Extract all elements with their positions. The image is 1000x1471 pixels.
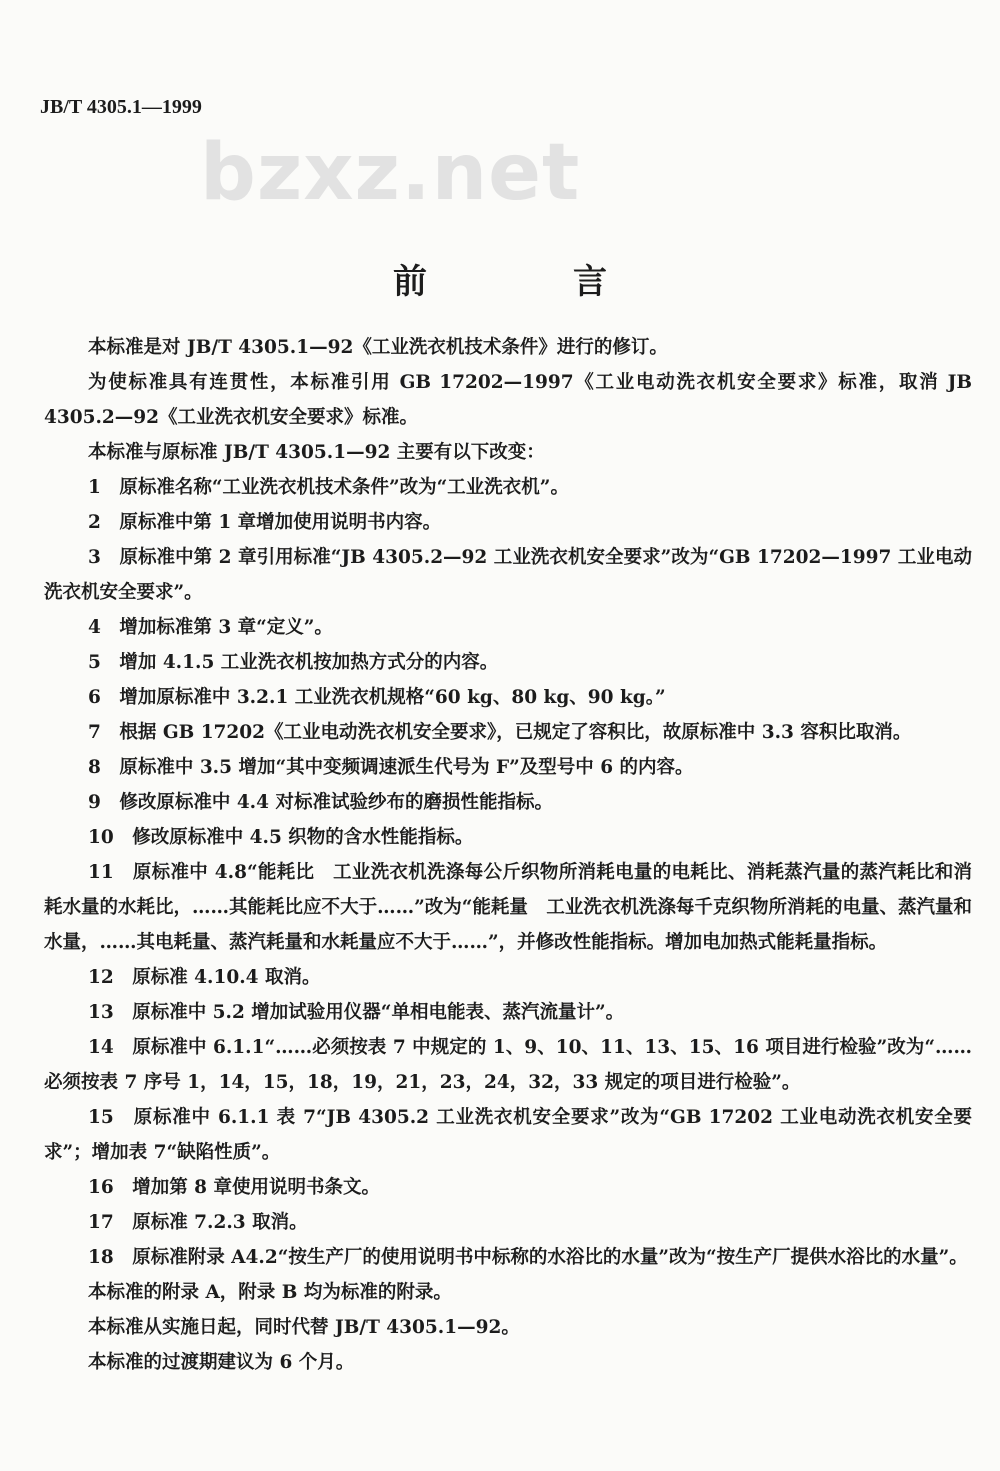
- paragraph: 为使标准具有连贯性，本标准引用 GB 17202—1997《工业电动洗衣机安全要求》标准，取消 JB 4305.2—92《工业洗衣机安全要求》标准。: [44, 372, 972, 428]
- paragraph: 本标准与原标准 JB/T 4305.1—92 主要有以下改变：: [88, 442, 545, 463]
- change-item: 7 根据 GB 17202《工业电动洗衣机安全要求》，已规定了容积比，故原标准中 3.3 容积比取消。: [88, 722, 912, 743]
- change-item: 5 增加 4.1.5 工业洗衣机按加热方式分的内容。: [88, 652, 499, 673]
- change-item: 3 原标准中第 2 章引用标准“JB 4305.2—92 工业洗衣机安全要求”改为“GB 17202—1997 工业电动洗衣机安全要求”。: [44, 547, 972, 603]
- change-item: 6 增加原标准中 3.2.1 工业洗衣机规格“60 kg、80 kg、90 kg。”: [88, 687, 666, 708]
- change-item: 13 原标准中 5.2 增加试验用仪器“单相电能表、蒸汽流量计”。: [88, 1002, 625, 1023]
- foreword-body: [44, 330, 972, 1380]
- paragraph: 本标准从实施日起，同时代替 JB/T 4305.1—92。: [88, 1317, 520, 1338]
- change-item: 15 原标准中 6.1.1 表 7“JB 4305.2 工业洗衣机安全要求”改为“GB 17202 工业电动洗衣机安全要求”；增加表 7“缺陷性质”。: [44, 1107, 972, 1163]
- paragraph: 本标准是对 JB/T 4305.1—92《工业洗衣机技术条件》进行的修订。: [88, 337, 668, 358]
- change-item: 12 原标准 4.10.4 取消。: [88, 967, 321, 988]
- watermark: bzxz.net: [200, 128, 581, 218]
- change-item: 10 修改原标准中 4.5 织物的含水性能指标。: [88, 827, 474, 848]
- paragraph: 本标准的附录 A，附录 B 均为标准的附录。: [88, 1282, 452, 1303]
- change-item: 17 原标准 7.2.3 取消。: [88, 1212, 308, 1233]
- change-item: 18 原标准附录 A4.2“按生产厂的使用说明书中标称的水浴比的水量”改为“按生产厂提供水浴比的水量”。: [88, 1247, 968, 1268]
- change-item: 4 增加标准第 3 章“定义”。: [88, 617, 333, 638]
- change-item: 8 原标准中 3.5 增加“其中变频调速派生代号为 F”及型号中 6 的内容。: [88, 757, 694, 778]
- standard-code: JB/T 4305.1—1999: [40, 96, 202, 118]
- change-item: 16 增加第 8 章使用说明书条文。: [88, 1177, 380, 1198]
- page-title: 前 言: [393, 262, 663, 302]
- paragraph: 本标准的过渡期建议为 6 个月。: [88, 1352, 355, 1373]
- change-item: 9 修改原标准中 4.4 对标准试验纱布的磨损性能指标。: [88, 792, 553, 813]
- change-item: 11 原标准中 4.8“能耗比 工业洗衣机洗涤每公斤织物所消耗电量的电耗比、消耗蒸汽量的蒸汽耗比和消耗水量的水耗比，……其能耗比应不大于……”改为“能耗量 工业洗衣机洗涤每千克织物所消耗的电量、蒸汽量和水量，……其电耗量、蒸汽耗量和水耗量应不大于……”，并修改性能指标。增加电加热式能耗量指标。: [44, 862, 972, 953]
- change-item: 1 原标准名称“工业洗衣机技术条件”改为“工业洗衣机”。: [88, 477, 569, 498]
- change-item: 14 原标准中 6.1.1“……必须按表 7 中规定的 1、9、10、11、13、15、16 项目进行检验”改为“……必须按表 7 序号 1，14，15，18，19，21，23，24，32，33 规定的项目进行检验”。: [44, 1037, 972, 1093]
- change-item: 2 原标准中第 1 章增加使用说明书内容。: [88, 512, 442, 533]
